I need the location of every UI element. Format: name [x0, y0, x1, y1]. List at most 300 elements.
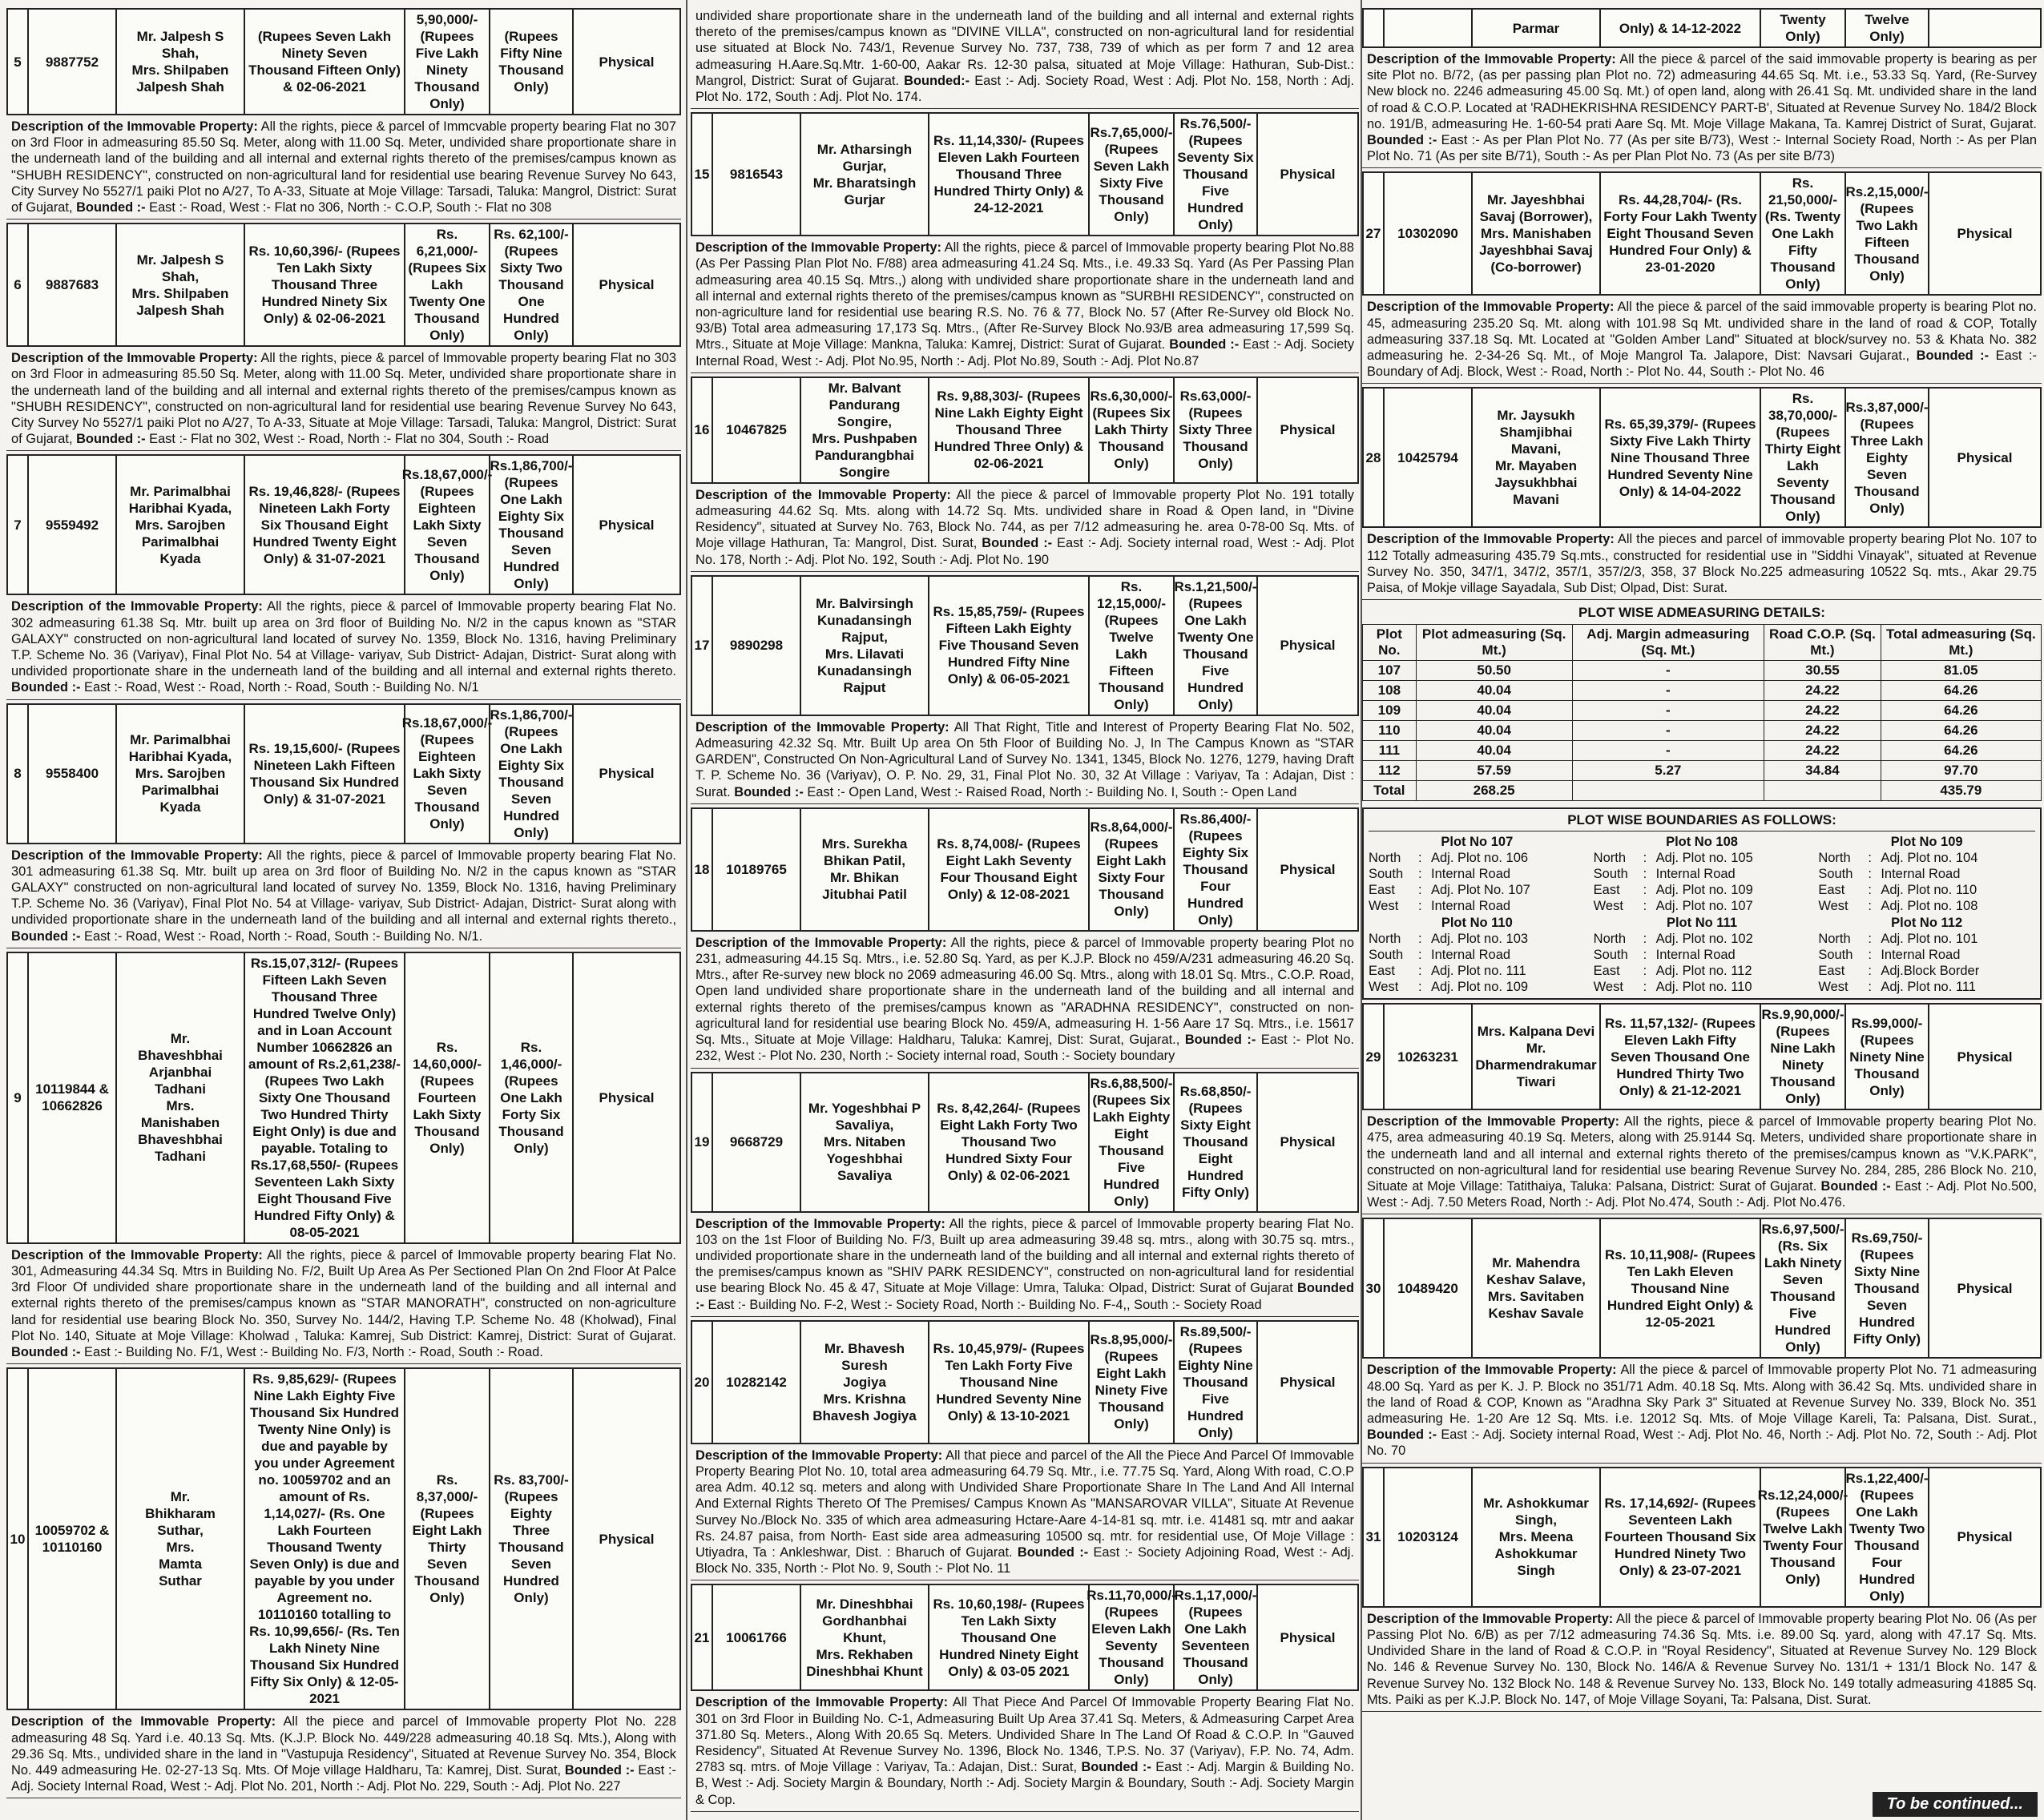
borrower-name-line: Yogeshbhai: [826, 1151, 903, 1166]
description-heading: Description of the Immovable Property:: [695, 935, 947, 950]
possession-type: Physical: [1280, 1134, 1336, 1150]
loan-account-number: 10489420: [1385, 1219, 1473, 1357]
borrower-name-line: Mrs. Lilavati: [824, 646, 905, 662]
boundary-row: North : Adj. Plot no. 105: [1593, 851, 1753, 866]
boundary-direction: South: [1818, 867, 1853, 882]
emd-amount: Rs.89,500/- (Rupees Eighty Nine Thousand Five Hundred Only): [1175, 1322, 1258, 1443]
possession-type: Physical: [1957, 1529, 2013, 1545]
boundary-value: Adj. Plot no. 102: [1655, 932, 1753, 947]
borrower-name: [1473, 1468, 1601, 1606]
property-description: [6, 595, 681, 699]
description-text: All That Piece And Parcel Of Immovable Property Bearing Flat No. 301 on 3rd Floor in Building No. C-1, Admeasuring Built Up Area 37.41 Sq. Meters, & Admeasuring Carpet Area 371.80 Sq. Meters., Along With 20.65 Sq. Meters. Undivided Share In The Land Of Road & C.O.P. In "Gauved Residency", Situated At Revenue Survey No. 1396, Block No. 1346, T.P.S. No. 37 (Variyav), F.P. No. 74, Adm. 2783 sq. mtrs. of Moje Village : Variyav, Ta.: Adajan, Dist.: Surat,: [695, 1695, 1354, 1775]
borrower-name-line: Suthar: [159, 1573, 202, 1589]
table-row: [1363, 661, 2042, 681]
possession-type: Physical: [1957, 1280, 2013, 1296]
property-description: [691, 484, 1359, 572]
property-description: [691, 1213, 1359, 1317]
description-heading: Description of the Immovable Property:: [695, 487, 951, 502]
table-row: [1363, 761, 2042, 781]
borrower-name-line: Savaliya: [837, 1168, 893, 1183]
notice-record: [691, 1584, 1359, 1691]
borrower-name-line: Mrs. Meena: [1498, 1529, 1574, 1545]
plotwise-title: PLOT WISE ADMEASURING DETAILS:: [1578, 605, 1825, 621]
property-description: [691, 716, 1359, 804]
boundary-plot: [1818, 835, 2035, 914]
description-text: All the pieces and parcel of immovable property bearing Plot No. 107 to 112 Totally admeasuring 435.79 Sq.mts., constructed for residential use in "Siddhi Vinayak", situated at Revenue Survey No. 350, 347/1, 347/2, 357/1, 357/2/3, 358, 37 Block No.225 admeasuring 10522 Sq. mts., Akar 29.75 Paisa, of Mokje village Sayadala, Sub Dist; Olpad, Dist: Surat.: [1367, 532, 2037, 596]
reserve-price: Twenty Only): [1761, 10, 1846, 46]
demand-amount: Rs. 10,45,979/- (Rupees Ten Lakh Forty Five Thousand Nine Hundred Seventy Nine Only) & 13-10-2021: [929, 1322, 1090, 1443]
table-cell: 109: [1363, 701, 1417, 721]
borrower-name-line: Tadhani: [155, 1149, 206, 1165]
boundary-value: Adj.Block Border: [1881, 964, 1980, 979]
borrower-name-line: Haribhai Kyada,: [128, 500, 232, 516]
loan-account-number: 9890298: [713, 577, 801, 715]
borrower-name-line: Dharmendrakumar: [1475, 1057, 1597, 1073]
table-header: Plot admeasuring (Sq. Mt.): [1416, 625, 1572, 661]
borrower-name-line: Mr. Ashokkumar: [1483, 1496, 1589, 1512]
possession-type: Physical: [1280, 1374, 1336, 1390]
borrower-name-line: Mr. Parimalbhai: [130, 483, 231, 499]
serial-number: 29: [1364, 1005, 1385, 1109]
serial-number: 30: [1364, 1219, 1385, 1357]
table-cell: [1764, 781, 1881, 801]
notice-record: [691, 1320, 1359, 1444]
bounded-label: Bounded :-: [982, 536, 1053, 551]
description-heading: Description of the Immovable Property:: [695, 1695, 949, 1710]
table-cell: 112: [1363, 761, 1417, 781]
emd-amount: Rs.63,000/- (Rupees Sixty Three Thousand Only): [1175, 378, 1258, 482]
bounds-text: East :- Building No. F/1, West :- Building No. F/3, North :- Road, South :- Road.: [80, 1345, 543, 1360]
loan-account-number: 10425794: [1385, 389, 1473, 526]
boundary-plot: [1594, 916, 1811, 995]
emd-amount: Rs.1,22,400/- (Rupees One Lakh Twenty Two Thousand Four Hundred Only): [1846, 1468, 1929, 1606]
boundary-direction: North: [1818, 932, 1851, 947]
property-description: [1362, 1110, 2042, 1214]
borrower-name-line: Mrs. Shilpaben: [131, 62, 229, 78]
borrower-name-line: Savaj (Borrower),: [1479, 209, 1593, 225]
column-3: [1362, 5, 2042, 1817]
description-text: All the piece & parcel of Immovable property bearing Plot No. 06 (As per Passing Plot No. 6/B) as per 7/12 admeasuring 74.36 Sq. Mts. i.e. 89.00 Sq. yard, along with 47.17 Sq. Mts. Undivided Share in the land of Road & C.O.P. in "Royal Residency", Situated at Revenue Survey No. 129 Block No. 146 & Revenue Survey No. 130, Block No. 146/A & Revenue Survey No. 131/1 + 131/1 Block No. 147 & Revenue Survey No. 132 Block No. 148 & Revenue Survey No. 133, Block No. 149 totally admeasuring 41885 Sq. Mts. Paiki as per K.J.P. Block No. 147, of Moje Village Soyani, Ta: Palsana, Dist. Surat.: [1367, 1611, 2037, 1707]
borrower-name-line: Bhikharam: [145, 1506, 216, 1522]
borrower-name: [117, 953, 245, 1242]
notice-record: [691, 112, 1359, 236]
boundary-row: North : Adj. Plot no. 106: [1369, 851, 1529, 866]
borrower-name: [117, 456, 245, 594]
description-text: All the rights, piece & parcel of Immcvable property bearing Flat no 307 on 3rd Floor in admeasuring 85.50 Sq. Meter, along with 11.00 Sq. Meter, undivided share proportionate share in the underneath land of the building and all internal and external rights thereto of the premises/campus known as "SHUBH RESIDENCY", constructed on non-agricultural land for residential use bearing Revenue Survey No 643, City Survey No 5527/1 paiki Plot no A/27, To A-33, Situate at Moje Village: Tarsadi, Taluka: Mangrol, District: Surat of Gujarat,: [11, 119, 676, 215]
borrower-name-line: Parimalbhai: [141, 783, 220, 799]
description-text: All the rights, piece & parcel of Immovable property bearing Flat No. 302 admeasuring 61.38 Sq. Mtr. built up area on 3rd floor of Building No. N/2 in the capus known as "STAR GALAXY" constructed on non-agricultural land located of survey No. 1359, Block No. 1316, having Preliminary T.P. Scheme No. 36 (Variyav), Final Plot No. 54 at Village- variyav, Sub District- Adajan, District- Surat along with undivided proportionate share in the underneath land of the building and all internal and external rights thereto.: [11, 599, 676, 679]
table-cell: 40.04: [1416, 721, 1572, 741]
notice-record: [1362, 387, 2042, 528]
description-heading: Description of the Immovable Property:: [695, 719, 949, 735]
serial-number: 9: [8, 953, 29, 1242]
bounded-label: Bounded :-: [564, 1762, 635, 1778]
table-cell: -: [1572, 701, 1764, 721]
bounded-label: Bounded :-: [1017, 1544, 1089, 1560]
borrower-name-line: Suthar,: [157, 1523, 204, 1539]
borrower-name-line: Kyada: [159, 799, 201, 815]
borrower-name-line: Mrs. Kalpana Devi: [1477, 1024, 1595, 1040]
notice-record: [1362, 171, 2042, 296]
borrower-name-line: Jalpesh Shah: [136, 79, 224, 95]
boundary-row: East : Adj. Plot No. 107: [1369, 883, 1530, 898]
borrower-name-line: Haribhai Kyada,: [128, 749, 232, 765]
borrower-name-line: Mr. Yogeshbhai P: [808, 1101, 921, 1116]
emd-amount: Rs.86,400/- (Rupees Eighty Six Thousand Four Hundred Only): [1175, 809, 1258, 930]
boundary-value: Adj. Plot no. 104: [1881, 851, 1978, 866]
boundary-direction: East: [1593, 883, 1620, 898]
borrower-name-line: Mr. Mahendra: [1492, 1255, 1580, 1271]
loan-account-number: 10282142: [713, 1322, 801, 1443]
description-heading: Description of the Immovable Property:: [1367, 532, 1615, 547]
possession-type: Physical: [599, 517, 655, 533]
boundary-row: South : Internal Road: [1369, 948, 1511, 963]
bounded-label: Bounded :-: [11, 928, 81, 944]
borrower-name: [1473, 1005, 1601, 1109]
demand-amount: Rs. 9,85,629/- (Rupees Nine Lakh Eighty Five Thousand Six Hundred Twenty Nine Only) is due and payable by you under Agreement no. 10059702 and an amount of Rs. 1,14,027/- (Rs. One Lakh Fourteen Thousand Twenty Seven Only) is due and payable by you under Agreement no. 10110160 totalling to Rs. 10,99,656/- (Rs. Ten Lakh Ninety Nine Thousand Six Hundred Fifty Six Only) & 12-05-2021: [245, 1369, 405, 1709]
column-2: [691, 5, 1359, 1817]
possession-type: Physical: [1280, 167, 1336, 183]
boundary-value: Internal Road: [1655, 867, 1736, 882]
possession-type: Physical: [599, 277, 655, 293]
borrower-name-line: Mrs. Surekha: [821, 836, 908, 852]
loan-account-number: 10059702 & 10110160: [29, 1369, 117, 1709]
bounded-label: Bounded :-: [1367, 1427, 1437, 1443]
demand-amount: Rs. 19,46,828/- (Rupees Nineteen Lakh Forty Six Thousand Eight Hundred Twenty Eight Only) & 31-07-2021: [245, 456, 405, 594]
possession-type: Physical: [599, 1089, 655, 1105]
borrower-name-line: Bhavesh Jogiya: [812, 1407, 917, 1423]
borrower-name-line: Jayeshbhai Savaj: [1479, 243, 1593, 259]
boundary-plot-name: Plot No 111: [1666, 916, 1738, 931]
boundary-plot-name: Plot No 112: [1891, 916, 1963, 931]
bounds-text: East :- Open Land, West :- Raised Road, North :- Building No. I, South :- Open Land: [803, 784, 1297, 799]
emd-amount: Rs. 1,46,000/- (Rupees One Lakh Forty Six Thousand Only): [490, 953, 574, 1242]
serial-number: 5: [8, 10, 29, 114]
description-text: All the rights, piece & parcel of Immovable property bearing Flat No. 301 admeasuring 61.38 Sq. Mtr. built up area on 3rd floor of Building No. N/2 in the capus known as "STAR GALAXY" constructed on non-agricultural land located of survey No. 1359, Block No. 1316, having Preliminary T.P. Scheme No. 36 (Variyav), Final Plot No. 54 at Village- variyav, Sub District- Adajan, District- Surat along with undivided proportionate share in the underneath land of the building and all internal and external rights thereto.,: [11, 848, 676, 928]
table-cell: 107: [1363, 661, 1417, 681]
boundary-direction: North: [1818, 851, 1851, 866]
demand-amount: Rs. 10,60,396/- (Rupees Ten Lakh Sixty Thousand Three Hundred Ninety Six Only) & 02-06-2021: [245, 224, 405, 345]
borrower-name: [801, 114, 929, 235]
bounds-text: East :- Flat no 302, West :- Road, North :- Flat no 304, South :- Road: [145, 432, 550, 447]
boundary-value: Adj. Plot No. 107: [1431, 883, 1530, 898]
borrower-name: [1473, 173, 1601, 294]
possession-type: Physical: [599, 54, 655, 70]
borrower-name-line: Mr. Balvant Pandurang: [828, 380, 901, 413]
table-cell: -: [1572, 741, 1764, 761]
serial-number: 8: [8, 705, 29, 843]
table-cell: 110: [1363, 721, 1417, 741]
boundary-value: Internal Road: [1881, 948, 1961, 963]
borrower-name-line: Bhikan Patil,: [823, 853, 905, 869]
borrower-name-line: Mr. Atharsingh: [816, 141, 913, 157]
borrower-name: [801, 1073, 929, 1211]
boundary-row: South : Internal Road: [1818, 867, 1961, 882]
table-cell: 108: [1363, 681, 1417, 701]
notice-record: [691, 575, 1359, 716]
borrower-name-line: Mavani: [1513, 492, 1559, 508]
emd-amount: Rs.2,15,000/- (Rupees Two Lakh Fifteen Thousand Only): [1846, 173, 1929, 294]
reserve-price: Rs.9,90,000/- (Rupees Nine Lakh Ninety Thousand Only): [1761, 1005, 1846, 1109]
bounds-text: East :- Adj. Plot No.500, West :- Adj. 7.50 Meters Road, North :- Adj. Plot No.474, South :- Adj. Plot No.476.: [1367, 1179, 2037, 1210]
loan-account-number: 10263231: [1385, 1005, 1473, 1109]
boundary-direction: West: [1818, 980, 1848, 995]
boundary-row: North : Adj. Plot no. 101: [1818, 932, 1978, 947]
notice-record: [6, 454, 681, 595]
description-text: All the rights, piece & parcel of Immovable property bearing Plot no 231, admeasuring 44.15 Sq. Mtrs., i.e. 52.80 Sq. Yard, as per K.J.P. Block no 459/A/231 admeasuring 46.20 Sq. Mtrs., after Re-survey new block no 2069 admeasuring 46.00 Sq. Mtrs., along with 18.01 Sq. Mtrs., C.O.P. Road, Open land undivided share proportionate share in the underneath land of the building and all internal and external rights thereto of the premises/campus known as "ARADHNA RESIDENCY", constructed on non-agricultural land for residential use bearing Block No. 459/A, admeasuring H. 1-56 Aare 17 Sq. Mtrs., i.e. 15617 Sq. Mts., Situate at Moje Village: Haldharu, Taluka: Kamrej, Dist: Surat, Gujarat.,: [695, 935, 1354, 1048]
borrower-name-line: Mr. Jayeshbhai: [1487, 192, 1585, 208]
borrower-name-line: Mr. Bharatsingh: [812, 175, 917, 191]
borrower-name-line: Mr. Jalpesh S Shah,: [136, 252, 224, 284]
description-text: All the rights, piece & parcel of Immovable property bearing Flat no 303 on 3rd Floor in admeasuring 85.50 Sq. Meter, along with 11.00 Sq. Meter, undivided share proportionate share in the underneath land of the building and all internal and external rights thereto of the premises/campus known as "SHUBH RESIDENCY", constructed on non-agricultural land for residential use bearing Revenue Survey No 643, City Survey No 5527/1 paiki Plot no A/27, To A-33, Situate at Moje Village: Tarsadi, Taluka: Mangrol, District: Surat of Gujarat,: [11, 351, 676, 447]
boundary-row: West : Adj. Plot no. 108: [1818, 899, 1978, 914]
loan-account-number: 10119844 & 10662826: [29, 953, 117, 1242]
borrower-name-line: Gurjar,: [842, 158, 887, 174]
borrower-name-line: Mrs. Krishna: [823, 1391, 906, 1407]
description-text: All the piece & parcel of Immovable property Plot No. 191 totally admeasuring 44.62 Sq. Mts. along with 14.72 Sq. Mts. undivided share in Road & Open land, in "Divine Residency", situated at Survey No. 763, Block No. 744, as per 7/12 admeasuring he. area 0-78-00 Sq. Mts. of Moje village Hathuran, Ta: Mangrol, Dist. Surat,: [695, 487, 1354, 551]
boundary-row: West : Adj. Plot no. 110: [1593, 980, 1752, 995]
boundary-row: West : Adj. Plot no. 107: [1593, 899, 1753, 914]
bounds-text: East :- Adj. Margin & Building No. B, West :- Adj. Society Margin & Boundary, North :- Adj. Society Margin & Boundary, South :- Adj. Society Margin & Cop.: [695, 1760, 1354, 1807]
borrower-name-line: Mr. Bhavesh Suresh: [824, 1340, 905, 1373]
demand-amount: (Rupees Seven Lakh Ninety Seven Thousand Fifteen Only) & 02-06-2021: [245, 10, 405, 114]
bounds-text: East :- Road, West :- Flat no 306, North :- C.O.P, South :- Flat no 308: [145, 200, 552, 215]
borrower-name-line: Jitubhai Patil: [822, 887, 907, 903]
boundary-row: East : Adj. Plot no. 112: [1593, 964, 1752, 979]
possession-type: Physical: [599, 766, 655, 782]
description-text: All the rights, piece & parcel of Immovable property bearing Plot No.88 (As Per Passing Plan Plot No. F/88) area admeasuring 41.24 Sq. Mts., i.e. 49.33 Sq. Yard (As Per Passing Plan admeasuring area 40.15 Sq. Mtrs.,) along with undivided share proportionate share in the underneath land and all internal and external rights thereto of the premises/campus known as "SURBHI RESIDENCY", constructed on non-agriculture land for residential use bearing R.S. No. 76 & 77, Block No. 57 (After Re-Survey old Block No. 93/B) Total area admeasuring 17,173 Sq. Mtrs., (After Re-Survey Block No.93/B area admeasuring 17,599 Sq. Mtrs., Situate at Moje Village: Mankna, Taluka: Kamrej, District: Surat of Gujarat.: [695, 240, 1354, 352]
table-cell: 111: [1363, 741, 1417, 761]
description-heading: Description of the Immovable Property:: [1367, 300, 1615, 315]
boundary-row: East : Adj. Plot no. 110: [1818, 883, 1977, 898]
boundary-direction: North: [1369, 851, 1401, 866]
borrower-name-line: Mrs.: [166, 1540, 195, 1556]
table-cell: 435.79: [1881, 781, 2041, 801]
property-description: [1362, 1359, 2042, 1463]
to-be-continued-label: To be continued...: [1873, 1792, 2038, 1817]
table-cell: 5.27: [1572, 761, 1764, 781]
notice-record: [1362, 1467, 2042, 1608]
boundary-row: West : Adj. Plot no. 111: [1818, 980, 1976, 995]
reserve-price: Rs. 14,60,000/- (Rupees Fourteen Lakh Sixty Thousand Only): [405, 953, 490, 1242]
borrower-name: [801, 1585, 929, 1689]
property-description: [6, 1244, 681, 1364]
borrower-name-line: Shamjibhai Mavani,: [1499, 425, 1573, 457]
borrower-name-line: Mrs.: [166, 1098, 195, 1114]
notice-record: [691, 376, 1359, 484]
bounds-text: East :- Adj. Society Internal Road, West :- Adj. Plot No. 201, North :- Adj. Plot No. 229, South :- Adj. Plot No. 227: [11, 1762, 676, 1794]
borrower-name-line: Dineshbhai Khunt: [806, 1663, 923, 1679]
reserve-price: Rs. 8,37,000/- (Rupees Eight Lakh Thirty Seven Thousand Only): [405, 1369, 490, 1709]
borrower-name-line: Mrs. Sarojben: [135, 766, 226, 782]
boundary-value: Adj. Plot no. 101: [1881, 932, 1978, 947]
serial-number: 20: [692, 1322, 713, 1443]
table-cell: 40.04: [1416, 741, 1572, 761]
borrower-name-line: Keshav Savale: [1488, 1306, 1584, 1322]
boundary-value: Adj. Plot no. 106: [1431, 851, 1529, 866]
borrower-name-line: Rajput: [843, 679, 886, 695]
borrower-name-line: Mr. Jaysukh: [1497, 408, 1575, 424]
demand-amount: Rs. 10,60,198/- (Rupees Ten Lakh Sixty Thousand One Hundred Ninety Eight Only) & 03-05 2021: [929, 1585, 1090, 1689]
table-cell: 64.26: [1881, 701, 2041, 721]
boundary-direction: East: [1369, 964, 1396, 979]
boundary-row: East : Adj.Block Border: [1818, 964, 1980, 979]
emd-amount: Rs.1,17,000/- (Rupees One Lakh Seventeen Thousand Only): [1175, 1585, 1258, 1689]
description-heading: Description of the Immovable Property:: [11, 119, 258, 134]
emd-amount: Rs.3,87,000/- (Rupees Three Lakh Eighty Seven Thousand Only): [1846, 389, 1929, 526]
bounded-label: Bounded :-: [76, 200, 146, 215]
possession-type: Physical: [1280, 422, 1336, 438]
bounds-text: East :- Society Adjoining Road, West :- Adj. Block No. 335, North :- Plot No. 9, South :- Plot No. 11: [695, 1544, 1354, 1576]
bounded-label: Bounded :-: [1820, 1179, 1891, 1194]
property-description: [691, 932, 1359, 1069]
borrower-name-line: Bhaveshbhai: [138, 1132, 223, 1148]
bounds-text: East :- Plot No. 232, West :- Plot No. 230, North :- Society internal road, South :- Society boundary: [695, 1033, 1354, 1064]
emd-amount: Rs.68,850/- (Rupees Sixty Eight Thousand Eight Hundred Fifty Only): [1175, 1073, 1258, 1211]
boundary-direction: South: [1593, 948, 1628, 963]
borrower-name-line: Mrs. Manishaben: [1481, 226, 1591, 242]
description-heading: Description of the Immovable Property:: [695, 1216, 945, 1231]
boundary-direction: West: [1593, 980, 1623, 995]
borrower-name-line: Mrs. Rekhaben: [816, 1646, 913, 1662]
boundary-direction: South: [1593, 867, 1628, 882]
boundary-direction: South: [1369, 867, 1404, 882]
boundary-plot-name: Plot No 109: [1890, 835, 1963, 850]
property-description: [691, 236, 1359, 373]
reserve-price: Rs. 6,21,000/- (Rupees Six Lakh Twenty One Thousand Only): [405, 224, 490, 345]
boundary-value: Internal Road: [1431, 948, 1511, 963]
serial-number: 7: [8, 456, 29, 594]
reserve-price: Rs. 12,15,000/- (Rupees Twelve Lakh Fifteen Thousand Only): [1090, 577, 1175, 715]
table-row: [1363, 701, 2042, 721]
description-text: All the piece and parcel of Immovable property Plot No. 228 admeasuring 48 Sq. Yard i.e. 40.13 Sq. Mts. (K.J.P. Block No. 449/228 admeasuring 40.18 Sq. Mts.), Along with 29.36 Sq. Mts., undivided share in the land in "Vastupuja Residency", Situated at Revenue Survey No. 354, Block No. 449 admeasuring He. 02-27-13 Sq. Mts. Of Moje village Haldharu, Ta: Kamrej, Dist. Surat,: [11, 1714, 676, 1778]
borrower-name-line: Arjanbhai: [148, 1065, 212, 1081]
loan-account-number: 10467825: [713, 378, 801, 482]
reserve-price: Rs.6,30,000/- (Rupees Six Lakh Thirty Thousand Only): [1090, 378, 1175, 482]
table-cell: 81.05: [1881, 661, 2041, 681]
possession-type: Physical: [1280, 638, 1336, 654]
borrower-name-line: Mr. Dineshbhai: [816, 1596, 913, 1612]
emd-amount: Rs.99,000/- (Rupees Ninety Nine Thousand Only): [1846, 1005, 1929, 1109]
boundary-plot: [1369, 835, 1586, 914]
borrower-name: [117, 705, 245, 843]
boundary-value: Adj. Plot no. 110: [1655, 980, 1752, 995]
boundary-direction: East: [1593, 964, 1620, 979]
property-description: [6, 115, 681, 219]
description-heading: Description of the Immovable Property:: [1367, 1611, 1614, 1626]
notice-record: [1362, 1003, 2042, 1110]
property-description: [6, 844, 681, 948]
borrower-name-line: Bhaveshbhai: [138, 1048, 223, 1064]
table-row: [1363, 681, 2042, 701]
borrower-name-line: Gurjar: [844, 191, 885, 207]
demand-amount: Rs. 9,88,303/- (Rupees Nine Lakh Eighty Eight Thousand Three Hundred Three Only) & 02-06-2021: [929, 378, 1090, 482]
boundary-value: Adj. Plot no. 112: [1655, 964, 1752, 979]
boundaries-box: [1362, 807, 2042, 1000]
table-cell: -: [1572, 721, 1764, 741]
reserve-price: Rs.8,95,000/- (Rupees Eight Lakh Ninety Five Thousand Only): [1090, 1322, 1175, 1443]
borrower-name-line: Parimalbhai: [141, 534, 220, 550]
loan-account-number: 10302090: [1385, 173, 1473, 294]
borrower-name-line: Mr. Bhikan: [830, 870, 899, 886]
borrower-name-line: Manishaben: [140, 1115, 220, 1131]
notice-record: [6, 223, 681, 347]
boundary-plot-name: Plot No 110: [1441, 916, 1513, 931]
serial-number: 31: [1364, 1468, 1385, 1606]
borrower-name: [801, 1322, 929, 1443]
bounds-text: East :- Road, West :- Road, North :- Road, South :- Building No. N/1.: [80, 928, 483, 944]
boundary-row: North : Adj. Plot no. 104: [1818, 851, 1978, 866]
notice-record: [6, 8, 681, 115]
boundary-row: East : Adj. Plot no. 111: [1369, 964, 1526, 979]
demand-amount: Rs. 15,85,759/- (Rupees Fifteen Lakh Eighty Five Thousand Seven Hundred Fifty Nine Only) & 06-05-2021: [929, 577, 1090, 715]
table-cell: 24.22: [1764, 701, 1881, 721]
table-cell: 64.26: [1881, 721, 2041, 741]
reserve-price: Rs.12,24,000/- (Rupees Twelve Lakh Twenty Four Thousand Only): [1761, 1468, 1846, 1606]
boundary-row: East : Adj. Plot no. 109: [1593, 883, 1753, 898]
boundary-plot: [1594, 835, 1811, 914]
table-header: Total admeasuring (Sq. Mt.): [1881, 625, 2041, 661]
boundary-direction: East: [1818, 964, 1845, 979]
boundary-value: Adj. Plot no. 103: [1431, 932, 1529, 947]
borrower-name-line: Mrs. Pushpaben: [812, 430, 917, 446]
borrower-name-line: Mr. Mayaben: [1494, 458, 1578, 474]
property-description-continued: undivided share proportionate share in the underneath land of the building and all internal and external rights thereto of the premises/campus known as "DIVINE VILLA", constructed on non-agricultural land for residential use situated at Block No. 743/1, Revenue Survey No. 737, 738, 739 of which as per form 7 and 12 area admeasuring H.Aare.Sq.Mtr. 1-60-00, Aakar Rs. 12-30 palsa, situated at Moje Village: Hathuran, Sub-Dist.: Mangrol, District: Surat of Gujarat. Bounded:- East :- Adj. Society Road, West : Adj. Plot No. 158, North : Adj. Plot No. 172, South : Adj. Plot No. 174.: [691, 5, 1359, 109]
emd-amount: Rs. 83,700/- (Rupees Eighty Three Thousand Seven Hundred Only): [490, 1369, 574, 1709]
borrower-name-line: Mrs. Savitaben: [1488, 1289, 1584, 1305]
boundary-row: North : Adj. Plot no. 103: [1369, 932, 1529, 947]
serial-number: 27: [1364, 173, 1385, 294]
loan-account-number: 9668729: [713, 1073, 801, 1211]
bounded-label: Bounded :-: [695, 1281, 1355, 1312]
description-text: All the piece & parcel of the said immovable property is bearing Plot no. 45, admeasuring 235.20 Sq. Mt. along with 101.98 Sq Mt. undivided share in the land of road & COP, Totally admeasuring 337.18 Sq. Mt. Located at "Golden Amber Land" Situated at block/survey no. 53 & Khata No. 382 admeasuring he. 2-34-26 Sq. Mt., of Moje Mangrol Ta. Jalapore, Dist: Navsari Gujarat.,: [1367, 300, 2037, 364]
description-heading: Description of the Immovable Property:: [11, 599, 263, 614]
property-description: [1362, 1608, 2042, 1712]
borrower-name-line: Kunadansingh: [816, 612, 913, 628]
possession-type: Physical: [599, 1531, 655, 1547]
emd-amount: Rs. 62,100/- (Rupees Sixty Two Thousand One Hundred Only): [490, 224, 574, 345]
bounds-text: East :- Adj. Society internal Road, West :- Adj. Plot No. 46, North :- Adj. Plot No. 72, South :- Adj. Plot No. 70: [1367, 1427, 2037, 1459]
borrower-name-line: Keshav Salave,: [1486, 1272, 1586, 1288]
boundary-direction: West: [1369, 899, 1399, 914]
borrower-name: [801, 577, 929, 715]
description-text: All that piece and parcel of the All the Piece And Parcel Of Immovable Property Bearing Plot No. 10, total area admeasuring 64.79 Sq. Mtr., i.e. 77.75 Sq. Yard, Along With road, C.O.P area Adm. 40.12 sq. meters and along with Undivided Share Proportionate Share In The Land And All Internal And External Rights Thereto Of The Premises/ Campus Known As "MANSAROVAR VILLA", Situate At Revenue Survey No./Block No. 335 of which area admeasuring Hctare-Aare 4-14-81 sq. mtr. i.e. 41481 sq. mtr and aakar Rs. 24.87 paisa, from North- East side area admeasuring 10500 sq. mtr. for residential use, Of Moje Village : Utiyadra, Ta : Ankleshwar, Dist. : Bharuch of Gujarat.: [695, 1448, 1354, 1560]
boundary-row: South : Internal Road: [1369, 867, 1511, 882]
borrower-name-line: Tiwari: [1516, 1074, 1556, 1090]
serial-number: 16: [692, 378, 713, 482]
boundary-direction: North: [1593, 932, 1627, 947]
borrower-name-line: Mr. Balvirsingh: [816, 595, 913, 611]
borrower-name-line: Kyada: [159, 550, 201, 566]
boundary-row: South : Internal Road: [1818, 948, 1961, 963]
property-description: [6, 347, 681, 451]
demand-amount: Rs. 17,14,692/- (Rupees Seventeen Lakh Fourteen Thousand Six Hundred Ninety Two Only) & 23-07-2021: [1601, 1468, 1761, 1606]
table-cell: 34.84: [1764, 761, 1881, 781]
boundary-direction: West: [1369, 980, 1399, 995]
possession-type: Physical: [1957, 1049, 2013, 1065]
table-cell: 30.55: [1764, 661, 1881, 681]
description-text: All the rights, piece & parcel of Immovable property bearing Flat No. 301, Admeasuring 44.34 Sq. Mtrs in Building No. F/2, Built Up Area As Per Sectioned Plan On 2nd Floor At Palce 3rd Floor Of undivided share proportionate share in the underneath land of the building and all internal and external rights thereto of the premises/campus known as "STAR MANORATH", constructed on non-agriculture land for residential use bearing Block No. 350, Survey No. 144/2, Having T.P. Scheme No. 48 (Kholwad), Final Plot No. 140, Situate at Moje Village: Kholwad , Taluka: Kamrej, Sub District: Kamrej, District: Surat of Gujarat.: [11, 1247, 676, 1343]
reserve-price: Rs.7,65,000/- (Rupees Seven Lakh Sixty Five Thousand Only): [1090, 114, 1175, 235]
borrower-name-line: Khunt,: [843, 1629, 886, 1645]
notice-record: [6, 952, 681, 1244]
loan-account-number: 10061766: [713, 1585, 801, 1689]
borrower-name-line: Mamta: [159, 1556, 202, 1572]
boundary-value: Internal Road: [1655, 948, 1736, 963]
borrower-name-line: Mrs. Nitaben: [823, 1134, 905, 1150]
notice-record: [6, 1367, 681, 1710]
serial-number: 21: [692, 1585, 713, 1689]
